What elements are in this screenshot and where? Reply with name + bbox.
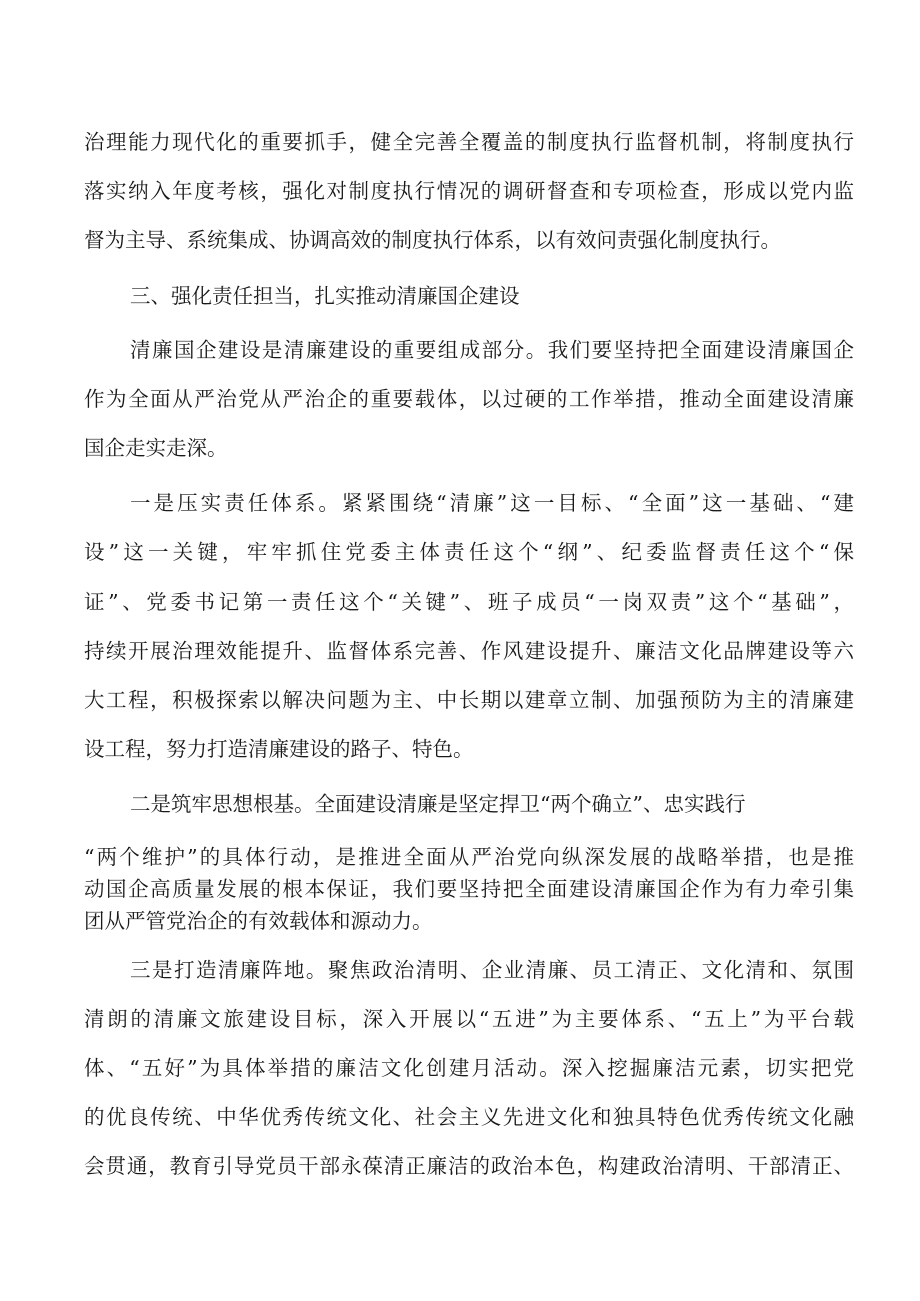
text-line: 持续开展治理效能提升、监督体系完善、作风建设提升、廉洁文化品牌建设等六: [84, 639, 854, 663]
text-line: 证”、党委书记第一责任这个“关键”、班子成员“一岗双责”这个“基础”，: [84, 590, 854, 614]
text-line: 治理能力现代化的重要抓手，健全完善全覆盖的制度执行监督机制，将制度执行: [84, 130, 854, 154]
text-line: 作为全面从严治党从严治企的重要载体，以过硬的工作举措，推动全面建设清廉: [84, 387, 854, 411]
text-line: 清廉国企建设是清廉建设的重要组成部分。我们要坚持把全面建设清廉国企: [130, 338, 854, 362]
text-line: 清朗的清廉文旅建设目标，深入开展以“五进”为主要体系、“五上”为平台载: [84, 1007, 854, 1031]
text-line: 设”这一关键，牢牢抓住党委主体责任这个“纲”、纪委监督责任这个“保: [84, 540, 854, 564]
text-line: 国企走实走深。: [84, 436, 228, 460]
text-line: 体、“五好”为具体举措的廉洁文化创建月活动。深入挖掘廉洁元素，切实把党: [84, 1056, 854, 1080]
text-line: “两个维护”的具体行动，是推进全面从严治党向纵深发展的战略举措，也是推: [84, 845, 854, 869]
text-line: 三是打造清廉阵地。聚焦政治清明、企业清廉、员工清正、文化清和、氛围: [130, 958, 854, 982]
text-line: 会贯通，教育引导党员干部永葆清正廉洁的政治本色，构建政治清明、干部清正、: [84, 1154, 854, 1178]
text-line: 督为主导、系统集成、协调高效的制度执行体系，以有效问责强化制度执行。: [84, 228, 781, 252]
text-line: 动国企高质量发展的根本保证，我们要坚持把全面建设清廉国企作为有力牵引集: [84, 877, 854, 901]
text-line: 的优良传统、中华优秀传统文化、社会主义先进文化和独具特色优秀传统文化融: [84, 1105, 854, 1129]
text-line: 落实纳入年度考核，强化对制度执行情况的调研督查和专项检查，形成以党内监: [84, 179, 854, 203]
text-line: 团从严管党治企的有效载体和源动力。: [84, 909, 433, 933]
text-line: 二是筑牢思想根基。全面建设清廉是坚定捍卫“两个确立”、忠实践行: [130, 792, 746, 816]
text-line: 一是压实责任体系。紧紧围绕“清廉”这一目标、“全面”这一基础、“建: [130, 491, 854, 515]
text-line: 大工程，积极探索以解决问题为主、中长期以建章立制、加强预防为主的清廉建: [84, 688, 854, 712]
section-heading: 三、强化责任担当，扎实推动清廉国企建设: [130, 284, 520, 308]
text-line: 设工程，努力打造清廉建设的路子、特色。: [84, 737, 474, 761]
